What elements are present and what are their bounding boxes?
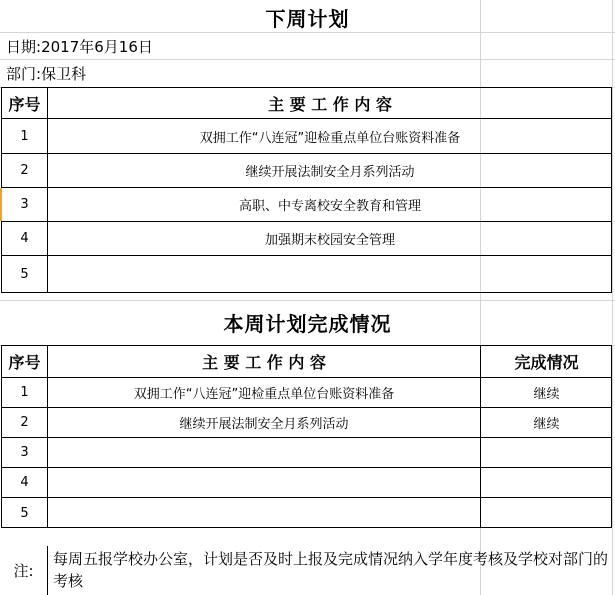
next-week-header-content: 主 要 工 作 内 容 [268,94,392,114]
gridline [0,300,615,301]
gridline [612,0,613,595]
table-row-no: 1 [20,385,29,400]
next-week-header-no: 序号 [8,94,41,114]
table-row-no: 5 [20,505,29,521]
note-border [47,546,48,595]
table-row-no: 2 [20,163,29,178]
date-row [0,33,480,59]
date-value: 2017年6月16日 [41,37,153,56]
table-row-no: 2 [20,415,29,430]
table-row-no: 4 [20,475,29,490]
table-row-status [481,468,612,497]
dept-row [0,60,480,87]
table-row-no: 3 [20,197,29,212]
note-label: 注: [13,562,34,580]
table-row-status: 继续 [533,417,560,432]
table-row-content: 高职、中专离校安全教育和管理 [238,199,421,214]
table-row-no: 5 [20,267,29,282]
table-row-status [481,498,612,528]
this-week-header-status: 完成情况 [514,353,579,372]
table-row-content [48,256,612,293]
table-row-content: 双拥工作“八连冠”迎检重点单位台账资料准备 [199,130,461,146]
dept-value: 保卫科 [41,65,87,83]
table-row-content [48,468,480,497]
dept-label: 部门: [6,65,42,83]
table-row-status [481,438,612,467]
date-label: 日期: [6,37,42,56]
table-row-content: 双拥工作“八连冠”迎检重点单位台账资料准备 [133,387,395,402]
table-row-content: 继续开展法制安全月系列活动 [179,417,349,432]
table-row-status: 继续 [533,387,560,402]
note-text: 每周五报学校办公室，计划是否及时上报及完成情况纳入学年度考核及学校对部门的考核 [53,550,609,590]
table-row-no: 1 [20,128,29,144]
table-row-content: 继续开展法制安全月系列活动 [245,165,415,180]
table-row-no: 3 [20,445,29,460]
table-row-content: 加强期末校园安全管理 [264,233,395,248]
table-row-content [48,438,480,467]
this-week-header-content: 主 要 工 作 内 容 [202,353,326,372]
this-week-header-no: 序号 [8,353,41,372]
table-row-content [48,498,480,528]
this-week-title: 本周计划完成情况 [223,311,392,336]
next-week-title: 下周计划 [265,6,350,31]
table-row-no: 4 [20,231,29,246]
